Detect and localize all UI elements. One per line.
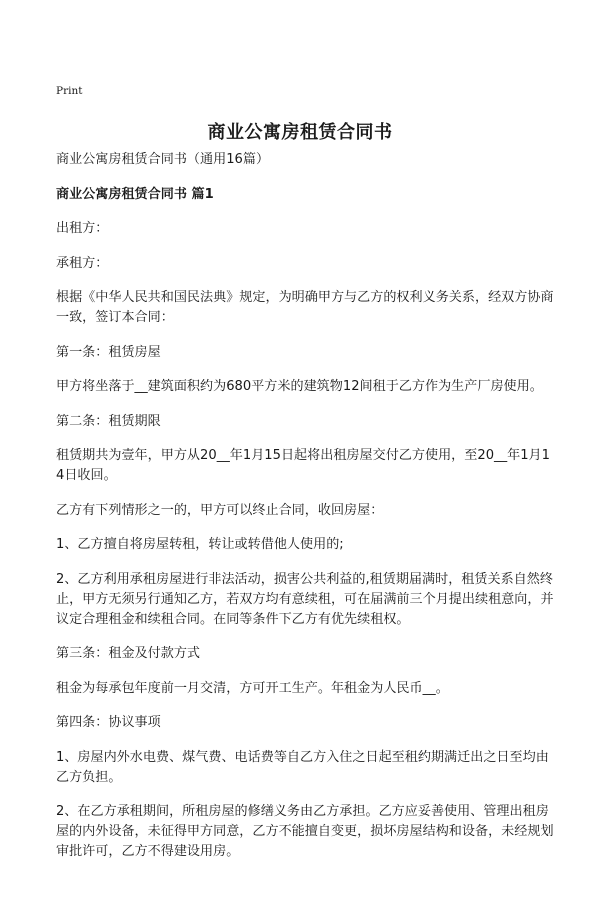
section-heading: 商业公寓房租赁合同书 篇1 bbox=[56, 186, 214, 202]
paragraph: 甲方将坐落于__建筑面积约为680平方米的建筑物12间租于乙方作为生产厂房使用。 bbox=[56, 379, 543, 394]
paragraph: 承租方： bbox=[56, 255, 109, 271]
print-link[interactable]: Print bbox=[56, 85, 83, 97]
paragraph: 租金为每承包年度前一月交清，方可开工生产。年租金为人民币__。 bbox=[56, 680, 449, 696]
document-body bbox=[56, 150, 554, 877]
paragraph: 2、乙方利用承租房屋进行非法活动，损害公共利益的,租赁期届满时，租赁关系自然终止，甲方无须另行通知乙方，若双方均有意续租，可在届满前三个月提出续租意向，并议定合理租金和续租合同。在同等条件下乙方有优先续租权。 bbox=[56, 571, 554, 627]
paragraph: 商业公寓房租赁合同书（通用16篇） bbox=[56, 152, 270, 167]
paragraph: 2、在乙方承租期间，所租房屋的修缮义务由乙方承担。乙方应妥善使用、管理出租房屋的内外设备，未征得甲方同意，乙方不能擅自变更，损坏房屋结构和设备，未经规划审批许可，乙方不得建设用房。 bbox=[56, 804, 554, 859]
paragraph: 第一条：租赁房屋 bbox=[56, 344, 161, 360]
document-title: 商业公寓房租赁合同书 bbox=[207, 122, 393, 143]
paragraph: 1、房屋内外水电费、煤气费、电话费等自乙方入住之日起至租约期满迁出之日至均由乙方负担。 bbox=[56, 749, 549, 785]
paragraph: 出租方： bbox=[56, 221, 109, 236]
paragraph: 第四条：协议事项 bbox=[56, 715, 161, 730]
paragraph: 第三条：租金及付款方式 bbox=[56, 646, 201, 661]
paragraph: 第二条：租赁期限 bbox=[56, 413, 161, 429]
paragraph: 根据《中华人民共和国民法典》规定，为明确甲方与乙方的权利义务关系，经双方协商一致，签订本合同： bbox=[56, 290, 554, 325]
paragraph: 1、乙方擅自将房屋转租，转让或转借他人使用的; bbox=[56, 537, 344, 552]
paragraph: 乙方有下列情形之一的，甲方可以终止合同，收回房屋： bbox=[56, 502, 384, 518]
paragraph: 租赁期共为壹年，甲方从20__年1月15日起将出租房屋交付乙方使用，至20__年1月14日收回。 bbox=[56, 448, 550, 483]
